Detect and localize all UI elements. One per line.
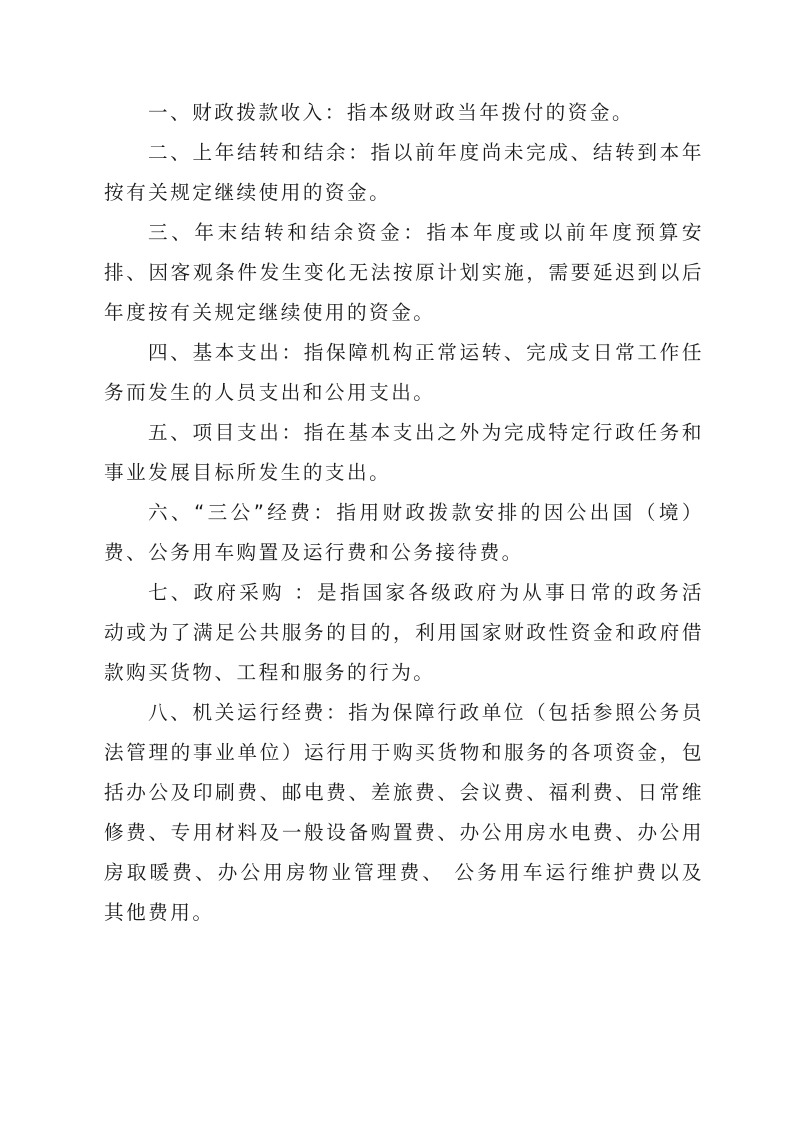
definition-paragraph-three-public-expenses: 六、“三公”经费：指用财政拨款安排的因公出国（境）费、公务用车购置及运行费和公务接待费。: [104, 501, 704, 564]
definition-paragraph-agency-operating-expenses: 八、机关运行经费：指为保障行政单位（包括参照公务员法管理的事业单位）运行用于购买货物和服务的各项资金，包括办公及印刷费、邮电费、差旅费、会议费、福利费、日常维修费、专用材料及一般设备购置费、办公用房水电费、办公用房取暖费、办公用房物业管理费、 公务用车运行维护费以及其他费用。: [104, 701, 704, 924]
definition-paragraph-project-expenditure: 五、项目支出：指在基本支出之外为完成特定行政任务和事业发展目标所发生的支出。: [104, 421, 704, 484]
definition-paragraph-basic-expenditure: 四、基本支出：指保障机构正常运转、完成支日常工作任务而发生的人员支出和公用支出。: [104, 341, 704, 404]
document-body: [104, 93, 704, 933]
definition-paragraph-government-procurement: 七、政府采购 ：是指国家各级政府为从事日常的政务活动或为了满足公共服务的目的，利用国家财政性资金和政府借款购买货物、工程和服务的行为。: [104, 581, 704, 684]
definition-paragraph-year-end-carryover: 三、年末结转和结余资金：指本年度或以前年度预算安排、因客观条件发生变化无法按原计划实施，需要延迟到以后年度按有关规定继续使用的资金。: [104, 221, 704, 324]
definition-paragraph-fiscal-appropriation-income: 一、财政拨款收入：指本级财政当年拨付的资金。: [148, 101, 635, 124]
definition-paragraph-prior-year-carryover: 二、上年结转和结余：指以前年度尚未完成、结转到本年按有关规定继续使用的资金。: [104, 141, 704, 204]
